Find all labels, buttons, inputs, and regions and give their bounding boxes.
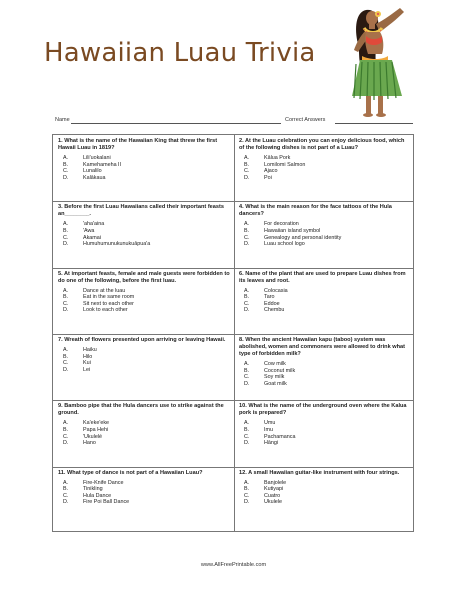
name-label: Name xyxy=(55,117,70,123)
answer-options xyxy=(58,420,230,446)
option-text: Umu xyxy=(264,420,276,427)
answer-option[interactable] xyxy=(63,354,230,361)
option-text: Sit next to each other xyxy=(83,300,134,307)
option-letter: A. xyxy=(244,420,250,427)
option-text: Fire-Knife Dance xyxy=(83,479,124,486)
answer-option[interactable] xyxy=(244,420,411,427)
option-text: Ajaco xyxy=(264,168,278,175)
option-letter: C. xyxy=(63,360,69,367)
answer-option[interactable] xyxy=(244,168,411,175)
answer-option[interactable] xyxy=(63,155,230,162)
question-card xyxy=(53,400,234,466)
option-letter: C. xyxy=(63,492,69,499)
answer-option[interactable] xyxy=(63,493,230,500)
question-text: 6. Name of the plant that are used to prepare Luau dishes from its leaves and root. xyxy=(239,270,406,284)
question-text: 10. What is the name of the underground oven where the Kalua pork is prepared? xyxy=(239,403,407,417)
answer-option[interactable] xyxy=(63,175,230,182)
answer-options xyxy=(58,155,230,181)
option-text: For decoration xyxy=(264,221,299,228)
option-text: Kalākaua xyxy=(83,174,106,181)
option-letter: A. xyxy=(63,347,69,353)
answer-option[interactable] xyxy=(244,368,411,375)
question-card xyxy=(234,467,415,533)
option-text: Look to each other xyxy=(83,307,128,314)
answer-option[interactable] xyxy=(63,434,230,441)
option-letter: B. xyxy=(63,426,69,433)
option-letter: A. xyxy=(244,287,250,294)
answer-options xyxy=(239,480,411,506)
option-letter: D. xyxy=(63,241,69,248)
question-card xyxy=(53,334,234,400)
option-text: Imu xyxy=(264,426,273,433)
answer-option[interactable] xyxy=(244,493,411,500)
option-letter: A. xyxy=(244,361,250,367)
name-answers-row xyxy=(55,117,415,127)
option-text: Soy milk xyxy=(264,374,285,381)
question-text: 7. Wreath of flowers presented upon arriving or leaving Hawaii. xyxy=(58,337,226,343)
footer-url: www.AllFreePrintable.com xyxy=(200,562,267,568)
option-text: Lomilomi Salmon xyxy=(264,161,306,168)
option-text: Papa Hehi xyxy=(83,426,109,433)
option-text: 'Awa xyxy=(83,227,95,234)
answer-options xyxy=(58,221,230,247)
question-card xyxy=(234,201,415,267)
answer-option[interactable] xyxy=(244,374,411,381)
answer-option[interactable] xyxy=(244,427,411,434)
correct-answers-label: Correct Answers xyxy=(285,117,326,123)
option-letter: D. xyxy=(244,241,250,248)
page-title: Hawaiian Luau Trivia xyxy=(44,38,316,68)
option-text: Haiku xyxy=(83,347,97,353)
option-text: Hula Dance xyxy=(83,492,112,499)
option-text: Kutiyapi xyxy=(264,486,284,493)
option-text: Akamai xyxy=(83,234,101,241)
option-letter: D. xyxy=(63,307,69,314)
option-text: Ka'eke'eke xyxy=(83,420,110,427)
answer-options xyxy=(58,288,230,314)
option-letter: A. xyxy=(244,155,250,161)
answer-option[interactable] xyxy=(63,427,230,434)
option-letter: D. xyxy=(244,307,250,314)
answer-options xyxy=(239,221,411,247)
option-letter: A. xyxy=(63,221,69,228)
option-letter: A. xyxy=(63,287,69,294)
option-text: Hawaiian island symbol xyxy=(264,227,321,234)
question-text: 12. A small Hawaiian guitar-like instrument with four strings. xyxy=(239,469,400,476)
answer-option[interactable] xyxy=(244,175,411,182)
option-text: Taro xyxy=(264,294,275,301)
option-letter: C. xyxy=(244,300,250,307)
option-letter: C. xyxy=(244,168,250,175)
answer-option[interactable] xyxy=(244,241,411,248)
answer-option[interactable] xyxy=(244,381,411,388)
answer-option[interactable] xyxy=(244,235,411,242)
answer-option[interactable] xyxy=(244,480,411,487)
question-card xyxy=(234,400,415,466)
option-letter: A. xyxy=(63,479,69,486)
answer-option[interactable] xyxy=(63,360,230,367)
question-text: 1. What is the name of the Hawaiian King that threw the first Hawaii Luau in 1819? xyxy=(58,138,218,151)
option-letter: D. xyxy=(244,499,250,506)
option-text: Pachamanca xyxy=(264,433,296,440)
option-text: Lei xyxy=(83,366,91,373)
option-letter: D. xyxy=(244,440,250,447)
option-letter: B. xyxy=(63,353,69,360)
trivia-grid xyxy=(52,134,414,532)
option-letter: B. xyxy=(244,426,250,433)
option-text: Eat in the same room xyxy=(83,294,135,301)
answer-option[interactable] xyxy=(244,307,411,314)
option-letter: C. xyxy=(244,234,250,241)
option-letter: B. xyxy=(244,227,250,234)
question-card xyxy=(53,268,234,334)
option-text: Luau school logo xyxy=(264,241,305,248)
option-letter: D. xyxy=(63,366,69,373)
answer-option[interactable] xyxy=(244,221,411,228)
question-text: 9. Bamboo pipe that the Hula dancers use to strike against the ground. xyxy=(58,403,224,417)
answer-option[interactable] xyxy=(63,301,230,308)
hula-dancer-illustration xyxy=(336,4,414,120)
option-text: Fire Poi Ball Dance xyxy=(83,499,130,506)
answer-option[interactable] xyxy=(63,221,230,228)
option-text: Poi xyxy=(264,174,272,181)
answer-option[interactable] xyxy=(63,499,230,506)
question-text: 8. When the ancient Hawaiian kapu (taboo) system was abolished, women and commoners were allowed to drink what type of forbidden milk? xyxy=(239,337,405,357)
option-letter: D. xyxy=(63,440,69,447)
answer-options xyxy=(58,480,230,506)
answer-option[interactable] xyxy=(244,294,411,301)
option-text: Coconut milk xyxy=(264,367,296,374)
option-letter: B. xyxy=(244,294,250,301)
answer-options xyxy=(239,361,411,387)
option-letter: D. xyxy=(63,174,69,181)
question-card xyxy=(53,467,234,533)
option-letter: B. xyxy=(244,367,250,374)
answer-option[interactable] xyxy=(244,434,411,441)
answer-option[interactable] xyxy=(244,155,411,162)
name-line[interactable] xyxy=(71,123,281,124)
option-letter: D. xyxy=(244,174,250,181)
option-letter: A. xyxy=(244,221,250,228)
option-text: Lunalilo xyxy=(83,168,102,175)
answer-option[interactable] xyxy=(63,486,230,493)
option-text: Eddoe xyxy=(264,300,280,307)
option-letter: C. xyxy=(63,300,69,307)
option-text: Tinikling xyxy=(83,486,103,493)
answer-option[interactable] xyxy=(63,228,230,235)
option-letter: C. xyxy=(63,433,69,440)
option-letter: C. xyxy=(63,234,69,241)
answer-option[interactable] xyxy=(244,228,411,235)
answer-option[interactable] xyxy=(63,347,230,354)
answer-option[interactable] xyxy=(244,301,411,308)
question-text: 4. What is the main reason for the face tattoos of the Hula dancers? xyxy=(239,204,392,218)
option-text: Kālua Pork xyxy=(264,155,291,161)
option-text: Ukulele xyxy=(264,499,282,506)
answer-option[interactable] xyxy=(63,241,230,248)
question-text: 5. At important feasts, female and male guests were forbidden to do one of the following, before the first luau. xyxy=(58,270,230,284)
option-letter: A. xyxy=(63,155,69,161)
answer-option[interactable] xyxy=(244,288,411,295)
answer-option[interactable] xyxy=(63,294,230,301)
answer-option[interactable] xyxy=(244,361,411,368)
option-text: Hano xyxy=(83,440,96,447)
option-text: 'Ukulelé xyxy=(83,433,103,440)
answer-option[interactable] xyxy=(63,307,230,314)
option-text: Dance at the luau xyxy=(83,287,126,294)
question-card xyxy=(234,334,415,400)
option-text: Kamehameha II xyxy=(83,161,122,168)
option-text: Hilo xyxy=(83,353,93,360)
answer-option[interactable] xyxy=(63,420,230,427)
answer-option[interactable] xyxy=(244,499,411,506)
answer-options xyxy=(239,155,411,181)
option-letter: A. xyxy=(244,479,250,486)
question-text: 2. At the Luau celebration you can enjoy delicious food, which of the following dishes is not part of a Luau? xyxy=(239,138,405,151)
answer-options xyxy=(239,420,411,446)
option-letter: C. xyxy=(244,492,250,499)
answer-option[interactable] xyxy=(63,367,230,374)
question-text: 3. Before the first Luau Hawaiians called their important feasts an________. xyxy=(58,204,224,218)
option-text: Cuatro xyxy=(264,492,281,499)
option-text: Cow milk xyxy=(264,361,286,367)
option-text: 'aha'aina xyxy=(83,221,105,228)
option-text: Humuhumunukunukuāpua'a xyxy=(83,241,151,248)
option-letter: C. xyxy=(244,374,250,381)
option-text: Banjolele xyxy=(264,479,287,486)
question-card xyxy=(53,135,234,201)
option-letter: A. xyxy=(63,420,69,427)
option-text: Kui xyxy=(83,360,91,367)
answer-option[interactable] xyxy=(63,168,230,175)
option-letter: C. xyxy=(63,168,69,175)
answer-option[interactable] xyxy=(63,235,230,242)
answer-option[interactable] xyxy=(63,440,230,447)
option-letter: D. xyxy=(244,380,250,387)
option-letter: B. xyxy=(63,486,69,493)
correct-answers-line[interactable] xyxy=(335,123,413,124)
option-text: Colocasia xyxy=(264,287,288,294)
question-card xyxy=(234,135,415,201)
option-letter: C. xyxy=(244,433,250,440)
option-text: Hāngi xyxy=(264,440,279,447)
question-card xyxy=(53,201,234,267)
answer-options xyxy=(239,288,411,314)
option-letter: B. xyxy=(244,486,250,493)
answer-option[interactable] xyxy=(63,288,230,295)
option-letter: D. xyxy=(63,499,69,506)
answer-option[interactable] xyxy=(63,480,230,487)
question-card xyxy=(234,268,415,334)
answer-option[interactable] xyxy=(244,162,411,169)
option-text: Genealogy and personal identity xyxy=(264,234,342,241)
answer-options xyxy=(58,347,230,373)
option-letter: B. xyxy=(63,227,69,234)
option-text: Lili'uokalani xyxy=(83,155,111,161)
option-text: Chembu xyxy=(264,307,285,314)
answer-option[interactable] xyxy=(244,440,411,447)
option-letter: B. xyxy=(63,161,69,168)
question-text: 11. What type of dance is not part of a Hawaiian Luau? xyxy=(58,469,203,476)
option-letter: B. xyxy=(63,294,69,301)
option-text: Goat milk xyxy=(264,380,287,387)
answer-option[interactable] xyxy=(63,162,230,169)
answer-option[interactable] xyxy=(244,486,411,493)
option-letter: B. xyxy=(244,161,250,168)
